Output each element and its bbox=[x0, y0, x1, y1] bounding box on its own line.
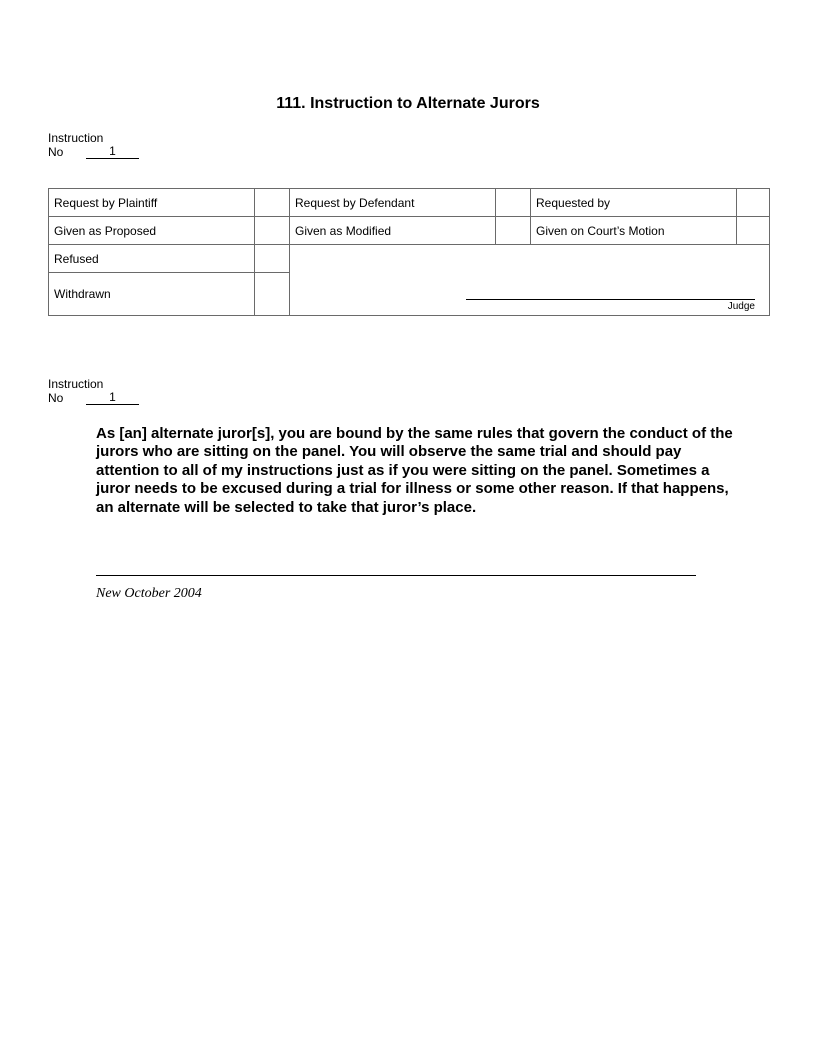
instruction-number: 1 bbox=[86, 391, 139, 405]
withdrawn-box[interactable] bbox=[255, 273, 290, 316]
instruction-no-row bbox=[48, 144, 116, 159]
instruction-no-label: No bbox=[48, 391, 64, 405]
request-by-plaintiff-label: Request by Plaintiff bbox=[49, 189, 255, 217]
requested-by-box[interactable] bbox=[737, 189, 770, 217]
given-as-modified-box[interactable] bbox=[496, 217, 531, 245]
refused-label: Refused bbox=[49, 245, 255, 273]
instruction-number-block bbox=[48, 377, 116, 405]
instruction-label: Instruction bbox=[48, 131, 104, 145]
page-title: 111. Instruction to Alternate Jurors bbox=[276, 95, 540, 112]
instruction-no-row bbox=[48, 390, 116, 405]
given-as-proposed-label: Given as Proposed bbox=[49, 217, 255, 245]
judge-signature-line[interactable] bbox=[466, 299, 755, 300]
table-row bbox=[49, 217, 770, 245]
request-by-defendant-box[interactable] bbox=[496, 189, 531, 217]
instruction-text: As [an] alternate juror[s], you are bound by the same rules that govern the conduct of the jurors who are sitting on the panel. You will observe the same trial and should pay attention to all of my instructions just as if you were sitting on the panel. Sometimes a juror needs to be excused during a trial for illness or some other reason. If that happens, an alternate will be selected to take that juror’s place. bbox=[96, 425, 733, 516]
requested-by-label: Requested by bbox=[531, 189, 737, 217]
refused-box[interactable] bbox=[255, 245, 290, 273]
divider bbox=[96, 575, 696, 576]
table-row bbox=[49, 245, 770, 273]
instruction-label: Instruction bbox=[48, 377, 104, 391]
request-by-defendant-label: Request by Defendant bbox=[290, 189, 496, 217]
given-as-modified-label: Given as Modified bbox=[290, 217, 496, 245]
judge-signature-area bbox=[290, 245, 770, 316]
instruction-number-block bbox=[48, 131, 116, 159]
revision-note: New October 2004 bbox=[96, 586, 202, 601]
instruction-number: 1 bbox=[86, 145, 139, 159]
given-on-courts-motion-box[interactable] bbox=[737, 217, 770, 245]
request-table bbox=[48, 188, 770, 316]
withdrawn-label: Withdrawn bbox=[49, 273, 255, 316]
judge-label: Judge bbox=[727, 301, 755, 312]
given-as-proposed-box[interactable] bbox=[255, 217, 290, 245]
instruction-no-label: No bbox=[48, 145, 64, 159]
given-on-courts-motion-label: Given on Court’s Motion bbox=[531, 217, 737, 245]
request-by-plaintiff-box[interactable] bbox=[255, 189, 290, 217]
table-row bbox=[49, 189, 770, 217]
